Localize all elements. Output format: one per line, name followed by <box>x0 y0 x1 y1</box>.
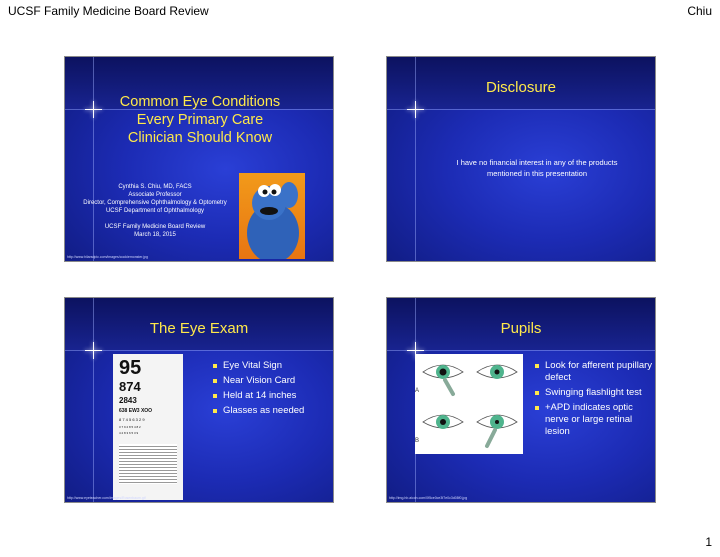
chart-row: 638 EW3 XOO <box>119 408 153 414</box>
cookie-monster-image <box>239 173 305 259</box>
header-left: UCSF Family Medicine Board Review <box>8 4 209 18</box>
flashlight-icon <box>487 430 495 446</box>
accent-horizontal-line <box>387 350 655 351</box>
image-source-footnote: http://www.eyeteacher.com/images/Rosenbaum.gif <box>67 496 146 500</box>
chart-row: 4 2 8 3 6 5 3 9 <box>119 431 139 435</box>
credit-line: UCSF Family Medicine Board Review <box>104 224 206 230</box>
list-item: Look for afferent pupillary defect <box>535 360 653 384</box>
credit-line: Associate Professor <box>128 192 182 198</box>
slide-2 <box>386 56 656 262</box>
credit-line: March 18, 2015 <box>134 232 176 238</box>
sparkle-icon <box>85 342 102 359</box>
accent-horizontal-line <box>65 350 333 351</box>
chart-row: 95 <box>119 357 142 379</box>
eye-icon <box>477 365 517 379</box>
chart-row: 3 7 9 2 8 5 4 8 2 <box>119 425 141 429</box>
eye-icon <box>423 415 463 429</box>
image-source-footnote: http://img.hb.aicdn.com/0f5ce0ce3f7e0c3d08f0.jpg <box>389 496 468 500</box>
image-source-footnote: http://www.hilarsdpic.com/images/cookiemonster.jpg <box>67 255 148 259</box>
presenter-credits <box>75 183 235 239</box>
list-item: Held at 14 inches <box>213 390 304 402</box>
credit-line: Cynthia S. Chiu, MD, FACS <box>118 184 192 190</box>
page-number: 1 <box>705 535 712 549</box>
chart-row: 8 7 4 5 6 3 2 9 <box>119 417 145 422</box>
title-line-3: Clinician Should Know <box>127 130 273 146</box>
chart-row: 874 <box>119 379 141 394</box>
chart-fineprint <box>119 444 177 484</box>
credit-line: UCSF Department of Ophthalmology <box>105 208 205 214</box>
header-right: Chiu <box>687 4 712 18</box>
chart-row: 2843 <box>119 396 137 405</box>
slide-3 <box>64 297 334 503</box>
list-item: Eye Vital Sign <box>213 360 304 372</box>
accent-horizontal-line <box>387 109 655 110</box>
title-line-1: Common Eye Conditions <box>119 94 281 110</box>
list-item: Near Vision Card <box>213 375 304 387</box>
title-line-2: Every Primary Care <box>136 112 264 128</box>
slide-title: The Eye Exam <box>149 320 249 337</box>
slide-1 <box>64 56 334 262</box>
swinging-flashlight-diagram <box>415 354 523 454</box>
sparkle-icon <box>407 101 424 118</box>
flashlight-icon <box>445 380 453 394</box>
bullet-list <box>213 360 304 420</box>
slide-title: Pupils <box>500 320 542 337</box>
list-item: Glasses as needed <box>213 405 304 417</box>
slide-4 <box>386 297 656 503</box>
eye-icon <box>477 415 517 429</box>
eye-icon <box>423 365 463 379</box>
credit-line-blank <box>75 215 235 223</box>
list-item: Swinging flashlight test <box>535 387 653 399</box>
figure-label-b: B <box>415 438 420 444</box>
slide-title <box>95 93 305 147</box>
disclosure-text: I have no financial interest in any of the products mentioned in this presentation <box>456 158 618 178</box>
credit-line: Director, Comprehensive Ophthalmology & Optometry <box>83 200 227 206</box>
slide-title: Disclosure <box>485 79 557 96</box>
list-item: +APD indicates optic nerve or large retinal lesion <box>535 402 653 438</box>
figure-label-a: A <box>415 388 420 394</box>
bullet-list <box>535 360 653 441</box>
near-vision-card-image <box>113 354 183 500</box>
